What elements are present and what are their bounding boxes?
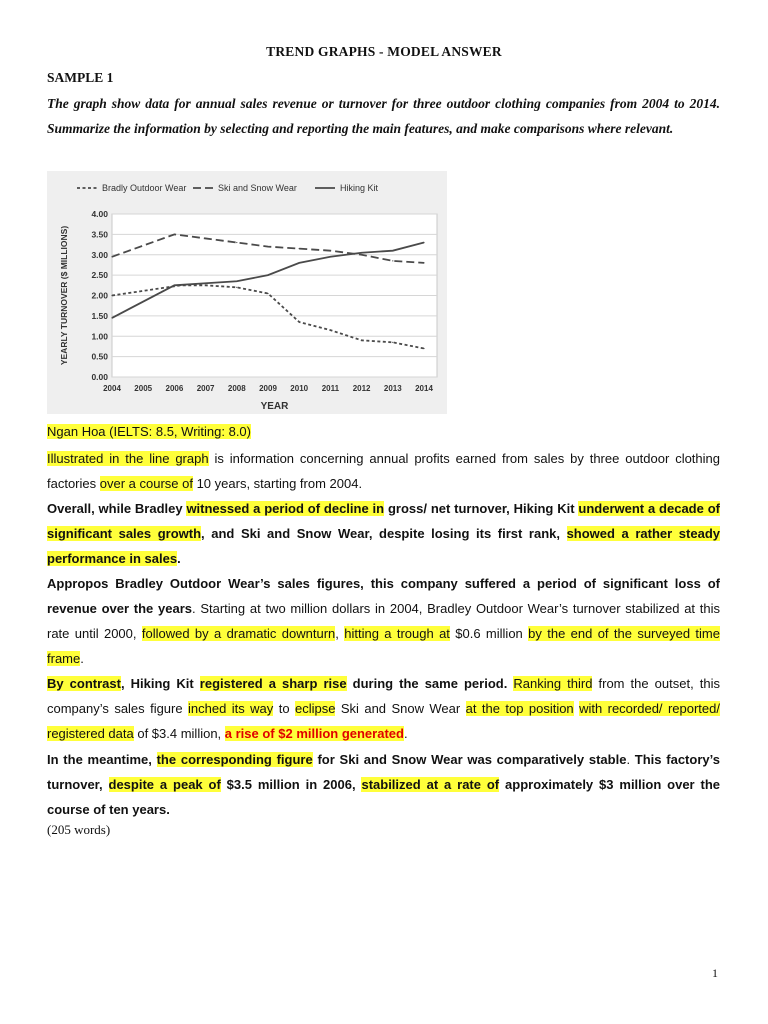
highlighted-phrase: By contrast — [47, 676, 121, 691]
highlighted-phrase: the corresponding figure — [156, 752, 313, 767]
data-point — [267, 293, 268, 294]
author-name: Ngan Hoa (IELTS: 8.5, Writing: 8.0) — [47, 424, 251, 439]
text-run: , Hiking Kit — [120, 676, 200, 691]
author-line — [47, 424, 251, 439]
paragraph-hiking-kit — [47, 671, 720, 746]
x-tick-label: 2014 — [415, 384, 433, 393]
x-tick-label: 2007 — [196, 384, 215, 393]
x-tick-label: 2006 — [165, 384, 184, 393]
data-point — [361, 340, 362, 341]
x-tick-label: 2004 — [103, 384, 121, 393]
paragraph-overview — [47, 496, 720, 571]
x-tick-label: 2005 — [134, 384, 153, 393]
data-point — [236, 281, 237, 282]
y-tick-label: 0.00 — [91, 372, 108, 382]
highlighted-phrase: at the top position — [465, 701, 574, 716]
text-run: approximately $3 million over the course of ten years. — [47, 777, 720, 817]
data-point — [423, 262, 424, 263]
highlighted-phrase: followed by a dramatic downturn — [141, 626, 336, 641]
document-title: TREND GRAPHS - MODEL ANSWER — [266, 44, 502, 59]
data-point — [330, 250, 331, 251]
highlighted-phrase: witnessed a period of decline in — [186, 501, 385, 516]
data-point — [174, 234, 175, 235]
data-point — [330, 330, 331, 331]
text-run: 10 years, starting from 2004. — [192, 476, 363, 491]
y-tick-label: 1.50 — [91, 310, 108, 321]
highlighted-phrase: eclipse — [294, 701, 336, 716]
data-point — [267, 275, 268, 276]
text-run: during the same period. — [346, 676, 508, 691]
data-point — [423, 348, 424, 349]
legend-label: Bradly Outdoor Wear — [102, 183, 187, 193]
text-run: , — [335, 626, 345, 641]
data-point — [205, 238, 206, 239]
y-tick-label: 0.50 — [91, 351, 108, 362]
paragraph-intro — [47, 446, 720, 496]
data-point — [111, 295, 112, 296]
text-run: , and Ski and Snow Wear, despite losing its first rank, — [201, 526, 567, 541]
text-run: In the meantime, — [47, 752, 157, 767]
data-point — [392, 342, 393, 343]
text-run: Overall, while Bradley — [47, 501, 187, 516]
text-run: for Ski and Snow Wear was comparatively stable — [312, 752, 627, 767]
text-run: . — [626, 752, 635, 767]
data-point — [299, 321, 300, 322]
data-point — [236, 287, 237, 288]
y-tick-label: 2.50 — [91, 270, 108, 281]
text-run: is information concerning annual profits earned from sales by three outdoor clothing factories — [47, 451, 720, 491]
paragraph-bradley — [47, 571, 720, 671]
y-tick-label: 4.00 — [91, 209, 108, 219]
highlighted-phrase: a rise of $2 million generated — [224, 726, 404, 741]
data-point — [267, 246, 268, 247]
data-point — [205, 285, 206, 286]
data-point — [392, 250, 393, 251]
data-point — [111, 317, 112, 318]
highlighted-phrase: Ranking third — [513, 676, 593, 691]
data-point — [299, 262, 300, 263]
data-point — [111, 256, 112, 257]
x-tick-label: 2011 — [321, 384, 340, 393]
y-tick-label: 2.00 — [91, 290, 108, 301]
data-point — [174, 285, 175, 286]
task-prompt: The graph show data for annual sales revenue or turnover for three outdoor clothing companies from 2004 to 2014. Summarize the information by selecting and reporting the main features, and make comparisons where relevant. — [47, 96, 720, 136]
highlighted-phrase: despite a peak of — [108, 777, 221, 792]
y-tick-label: 3.00 — [91, 249, 108, 260]
legend-label: Ski and Snow Wear — [218, 183, 297, 193]
text-run: . — [403, 726, 408, 741]
data-point — [361, 254, 362, 255]
text-run: gross/ net turnover, Hiking Kit — [384, 501, 579, 516]
text-run: . — [80, 651, 84, 666]
highlighted-phrase: inched its way — [188, 701, 274, 716]
text-run: $3.5 million in 2006, — [220, 777, 362, 792]
highlighted-phrase: over a course of — [99, 476, 193, 491]
text-run: This factory’s turnover, — [47, 752, 720, 792]
x-tick-label: 2012 — [352, 384, 371, 393]
data-point — [236, 242, 237, 243]
text-run: from the outset, this company’s sales figure — [47, 676, 720, 716]
data-point — [423, 242, 424, 243]
data-point — [330, 256, 331, 257]
y-tick-label: 1.00 — [91, 331, 108, 342]
data-point — [299, 248, 300, 249]
data-point — [361, 252, 362, 253]
chart-svg — [47, 171, 447, 414]
text-run: . Starting at two million dollars in 2004, Bradley Outdoor Wear’s turnover stabilized at this rate until 2000, — [47, 601, 720, 641]
x-axis-title: YEAR — [260, 401, 289, 412]
highlighted-phrase: underwent a decade of significant sales growth — [47, 501, 720, 541]
word-count: (205 words) — [47, 822, 111, 837]
highlighted-phrase: with recorded/ reported/ registered data — [47, 701, 720, 741]
highlighted-phrase: Illustrated in the line graph — [47, 451, 209, 466]
text-run: of $3.4 million, — [133, 726, 225, 741]
paragraph-ski-snow — [47, 747, 720, 822]
highlighted-phrase: by the end of the surveyed time frame — [47, 626, 720, 666]
data-point — [392, 260, 393, 261]
data-point — [205, 283, 206, 284]
highlighted-phrase: hitting a trough at — [344, 626, 450, 641]
x-tick-label: 2010 — [290, 384, 309, 393]
text-run: to — [273, 701, 295, 716]
legend-label: Hiking Kit — [340, 183, 379, 193]
y-axis-title: YEARLY TURNOVER ($ MILLIONS) — [59, 225, 69, 366]
x-tick-label: 2009 — [259, 384, 277, 393]
y-tick-label: 3.50 — [91, 229, 108, 240]
sample-heading: SAMPLE 1 — [47, 70, 114, 85]
highlighted-phrase: registered a sharp rise — [199, 676, 347, 691]
line-chart — [47, 171, 447, 414]
text-run: . — [177, 551, 181, 566]
highlighted-phrase: stabilized at a rate of — [361, 777, 500, 792]
text-run: $0.6 million — [449, 626, 529, 641]
x-tick-label: 2013 — [383, 384, 402, 393]
text-run: Ski and Snow Wear — [335, 701, 466, 716]
highlighted-phrase: showed a rather steady performance in sales — [47, 526, 720, 566]
text-run: Appropos Bradley Outdoor Wear’s sales figures, this company suffered a period of significant loss of revenue over the years — [47, 576, 720, 616]
page-number: 1 — [712, 966, 718, 980]
x-tick-label: 2008 — [227, 384, 246, 393]
